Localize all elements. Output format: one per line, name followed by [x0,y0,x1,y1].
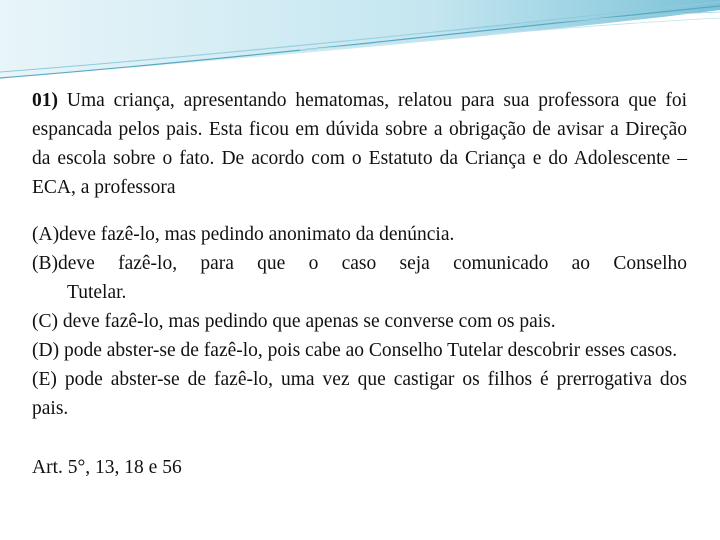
article-reference: Art. 5°, 13, 18 e 56 [32,457,182,478]
question-text [32,86,687,202]
option-a-letter: (A) [32,224,60,245]
question-number: 01) [32,90,58,111]
option-e-text: pode abster-se de fazê-lo, uma vez que castigar os filhos é prerrogativa dos pais. [32,369,688,419]
option-d-text: pode abster-se de fazê-lo, pois cabe ao Conselho Tutelar descobrir esses casos. [63,340,678,361]
option-d-letter: (D) [32,340,60,361]
option-e [32,365,687,423]
header-decoration [0,0,720,80]
option-b [32,249,687,307]
slide-content [32,86,687,502]
option-e-letter: (E) [32,369,57,390]
option-b-text-line2: Tutelar. [67,282,127,303]
option-b-letter: (B) [32,253,58,274]
option-a [32,220,687,249]
option-c [32,307,687,336]
option-d [32,336,687,365]
options-list [32,220,687,423]
option-b-text-line1: deve fazê-lo, para que o caso seja comunicado ao Conselho [58,253,687,274]
option-c-letter: (C) [32,311,58,332]
question-body: Uma criança, apresentando hematomas, relatou para sua professora que foi espancada pelos pais. Esta ficou em dúvida sobre a obrigação de avisar a Direção da escola sobre o fato. De acordo com o Estatuto da Criança e do Adolescente – ECA, a professora [32,90,688,198]
option-c-text: deve fazê-lo, mas pedindo que apenas se converse com os pais. [62,311,556,332]
option-a-text: deve fazê-lo, mas pedindo anonimato da denúncia. [59,224,455,245]
